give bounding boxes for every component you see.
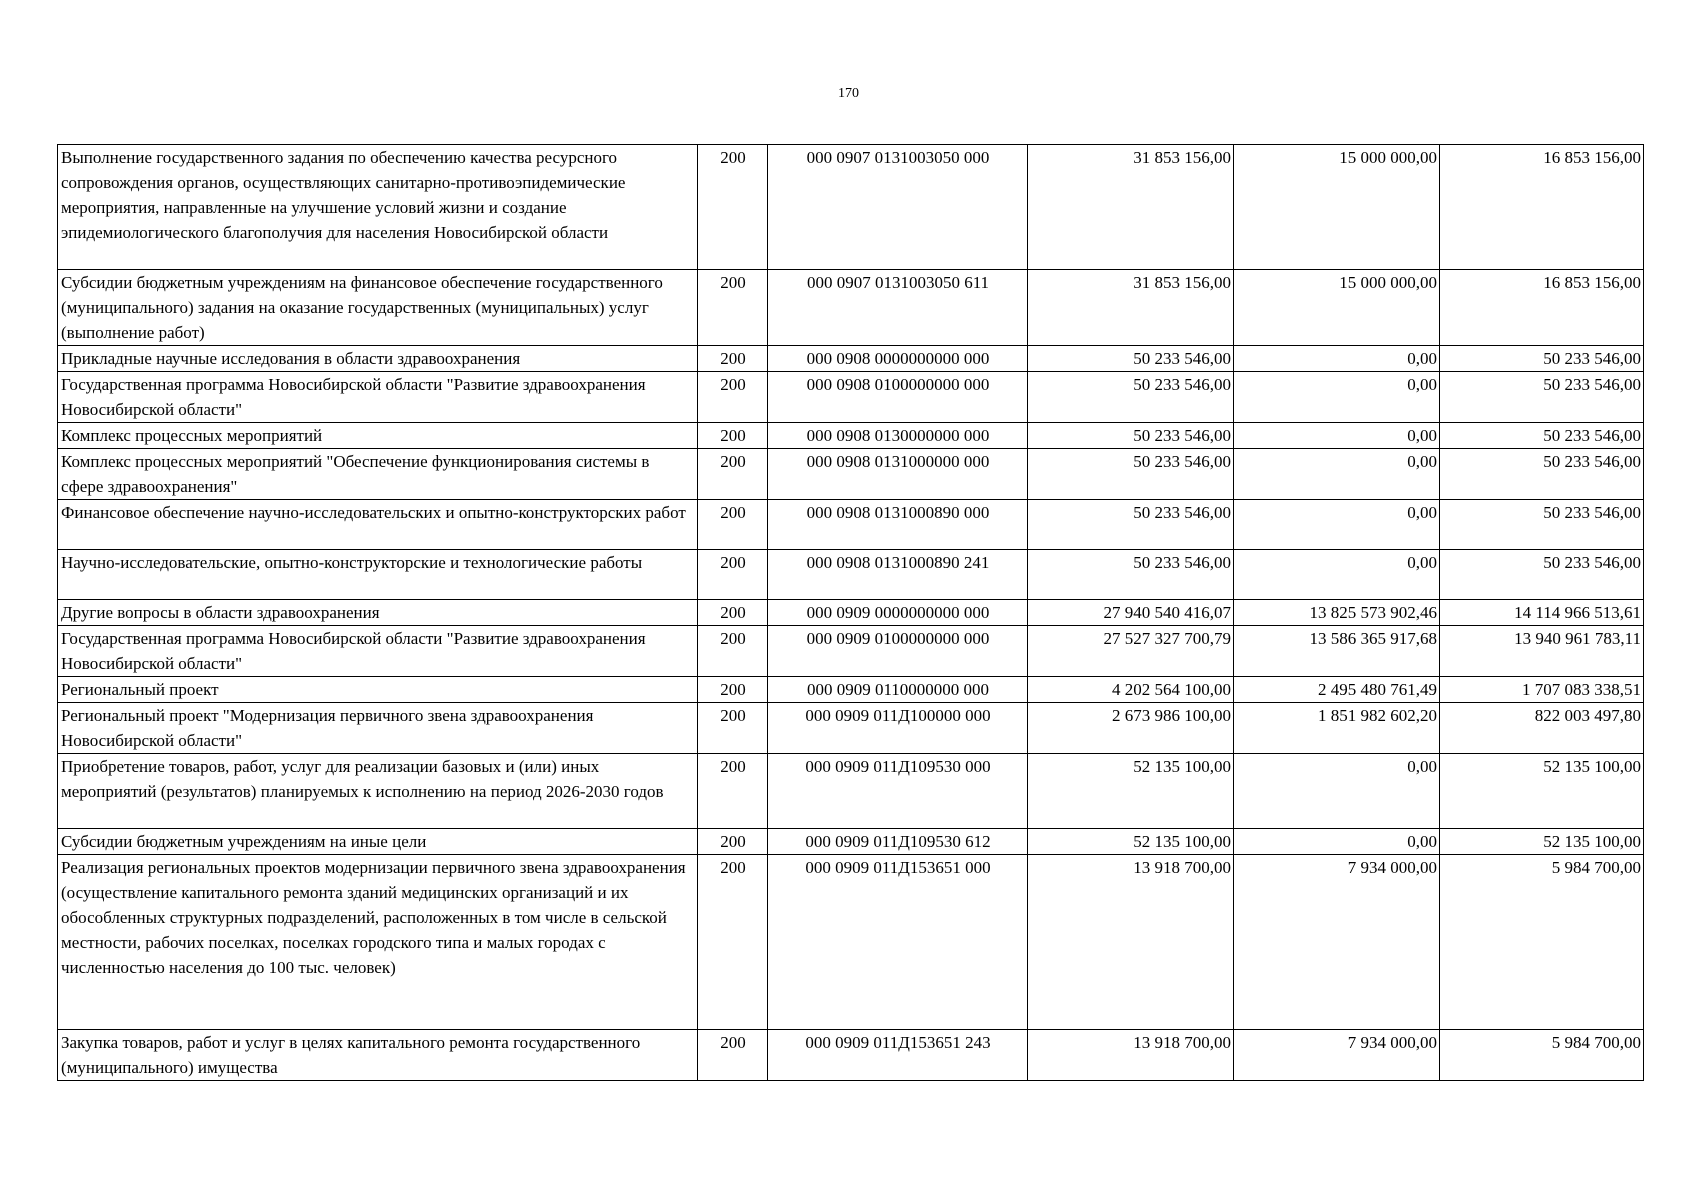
- row-name: Приобретение товаров, работ, услуг для реализации базовых и (или) иных мероприятий (результатов) планируемых к исполнению на период 2026-2030 годов: [58, 754, 698, 829]
- row-name: Научно-исследовательские, опытно-конструкторские и технологические работы: [58, 550, 698, 600]
- table-row: [58, 500, 1644, 550]
- table-row: [58, 703, 1644, 754]
- row-rest-amount: 50 233 546,00: [1440, 372, 1644, 423]
- row-part-amount: 15 000 000,00: [1234, 270, 1440, 346]
- row-name: Прикладные научные исследования в области здравоохранения: [58, 346, 698, 372]
- row-admin-code: 200: [698, 703, 768, 754]
- table-row: [58, 372, 1644, 423]
- row-rest-amount: 50 233 546,00: [1440, 449, 1644, 500]
- row-rest-amount: 1 707 083 338,51: [1440, 677, 1644, 703]
- row-classification-code: 000 0908 0131000000 000: [768, 449, 1028, 500]
- row-part-amount: 1 851 982 602,20: [1234, 703, 1440, 754]
- row-classification-code: 000 0909 011Д109530 612: [768, 829, 1028, 855]
- row-name: Субсидии бюджетным учреждениям на иные цели: [58, 829, 698, 855]
- row-rest-amount: 52 135 100,00: [1440, 754, 1644, 829]
- row-classification-code: 000 0907 0131003050 000: [768, 145, 1028, 270]
- row-total-amount: 50 233 546,00: [1028, 449, 1234, 500]
- row-admin-code: 200: [698, 550, 768, 600]
- row-total-amount: 50 233 546,00: [1028, 346, 1234, 372]
- row-part-amount: 7 934 000,00: [1234, 855, 1440, 1030]
- table-row: [58, 270, 1644, 346]
- row-part-amount: 13 586 365 917,68: [1234, 626, 1440, 677]
- row-total-amount: 52 135 100,00: [1028, 754, 1234, 829]
- page-number: 170: [838, 86, 859, 101]
- row-part-amount: 2 495 480 761,49: [1234, 677, 1440, 703]
- row-part-amount: 0,00: [1234, 423, 1440, 449]
- table-row: [58, 677, 1644, 703]
- row-name: Финансовое обеспечение научно-исследовательских и опытно-конструкторских работ: [58, 500, 698, 550]
- row-rest-amount: 14 114 966 513,61: [1440, 600, 1644, 626]
- row-classification-code: 000 0908 0131000890 000: [768, 500, 1028, 550]
- row-classification-code: 000 0909 011Д109530 000: [768, 754, 1028, 829]
- row-name: Выполнение государственного задания по обеспечению качества ресурсного сопровождения органов, осуществляющих санитарно-противоэпидемические мероприятия, направленные на улучшение условий жизни и создание эпидемиологического благополучия для населения Новосибирской области: [58, 145, 698, 270]
- row-part-amount: 0,00: [1234, 500, 1440, 550]
- row-rest-amount: 16 853 156,00: [1440, 145, 1644, 270]
- row-classification-code: 000 0909 011Д153651 000: [768, 855, 1028, 1030]
- row-name: Государственная программа Новосибирской области "Развитие здравоохранения Новосибирской области": [58, 626, 698, 677]
- row-part-amount: 15 000 000,00: [1234, 145, 1440, 270]
- table-row: [58, 829, 1644, 855]
- table-row: [58, 550, 1644, 600]
- row-part-amount: 0,00: [1234, 346, 1440, 372]
- row-admin-code: 200: [698, 145, 768, 270]
- row-rest-amount: 822 003 497,80: [1440, 703, 1644, 754]
- row-name: Другие вопросы в области здравоохранения: [58, 600, 698, 626]
- row-admin-code: 200: [698, 346, 768, 372]
- row-rest-amount: 5 984 700,00: [1440, 855, 1644, 1030]
- row-name: Закупка товаров, работ и услуг в целях капитального ремонта государственного (муниципального) имущества: [58, 1030, 698, 1081]
- row-part-amount: 0,00: [1234, 372, 1440, 423]
- row-admin-code: 200: [698, 754, 768, 829]
- row-total-amount: 13 918 700,00: [1028, 855, 1234, 1030]
- row-classification-code: 000 0907 0131003050 611: [768, 270, 1028, 346]
- row-name: Реализация региональных проектов модернизации первичного звена здравоохранения (осуществление капитального ремонта зданий медицинских организаций и их обособленных структурных подразделений, расположенных в том числе в сельской местности, рабочих поселках, поселках городского типа и малых городах с численностью населения до 100 тыс. человек): [58, 855, 698, 1030]
- row-total-amount: 50 233 546,00: [1028, 550, 1234, 600]
- row-total-amount: 27 527 327 700,79: [1028, 626, 1234, 677]
- row-rest-amount: 13 940 961 783,11: [1440, 626, 1644, 677]
- row-rest-amount: 52 135 100,00: [1440, 829, 1644, 855]
- row-classification-code: 000 0909 011Д100000 000: [768, 703, 1028, 754]
- row-admin-code: 200: [698, 829, 768, 855]
- row-classification-code: 000 0909 0000000000 000: [768, 600, 1028, 626]
- row-classification-code: 000 0908 0131000890 241: [768, 550, 1028, 600]
- row-total-amount: 13 918 700,00: [1028, 1030, 1234, 1081]
- row-total-amount: 50 233 546,00: [1028, 423, 1234, 449]
- row-total-amount: 50 233 546,00: [1028, 372, 1234, 423]
- table-row: [58, 145, 1644, 270]
- row-total-amount: 4 202 564 100,00: [1028, 677, 1234, 703]
- row-rest-amount: 50 233 546,00: [1440, 550, 1644, 600]
- row-total-amount: 31 853 156,00: [1028, 145, 1234, 270]
- row-rest-amount: 50 233 546,00: [1440, 346, 1644, 372]
- row-rest-amount: 5 984 700,00: [1440, 1030, 1644, 1081]
- row-rest-amount: 50 233 546,00: [1440, 500, 1644, 550]
- table-row: [58, 855, 1644, 1030]
- row-total-amount: 31 853 156,00: [1028, 270, 1234, 346]
- row-name: Государственная программа Новосибирской области "Развитие здравоохранения Новосибирской области": [58, 372, 698, 423]
- row-name: Комплекс процессных мероприятий: [58, 423, 698, 449]
- table-row: [58, 600, 1644, 626]
- row-admin-code: 200: [698, 423, 768, 449]
- row-name: Субсидии бюджетным учреждениям на финансовое обеспечение государственного (муниципального) задания на оказание государственных (муниципальных) услуг (выполнение работ): [58, 270, 698, 346]
- row-total-amount: 27 940 540 416,07: [1028, 600, 1234, 626]
- row-name: Региональный проект "Модернизация первичного звена здравоохранения Новосибирской области": [58, 703, 698, 754]
- row-classification-code: 000 0909 0100000000 000: [768, 626, 1028, 677]
- row-admin-code: 200: [698, 449, 768, 500]
- row-classification-code: 000 0909 011Д153651 243: [768, 1030, 1028, 1081]
- row-admin-code: 200: [698, 677, 768, 703]
- row-name: Региональный проект: [58, 677, 698, 703]
- row-total-amount: 50 233 546,00: [1028, 500, 1234, 550]
- row-classification-code: 000 0908 0000000000 000: [768, 346, 1028, 372]
- table-row: [58, 754, 1644, 829]
- row-total-amount: 2 673 986 100,00: [1028, 703, 1234, 754]
- row-part-amount: 7 934 000,00: [1234, 1030, 1440, 1081]
- budget-table: [57, 144, 1644, 1081]
- row-admin-code: 200: [698, 500, 768, 550]
- row-classification-code: 000 0908 0100000000 000: [768, 372, 1028, 423]
- row-part-amount: 13 825 573 902,46: [1234, 600, 1440, 626]
- row-rest-amount: 16 853 156,00: [1440, 270, 1644, 346]
- row-total-amount: 52 135 100,00: [1028, 829, 1234, 855]
- row-admin-code: 200: [698, 626, 768, 677]
- row-rest-amount: 50 233 546,00: [1440, 423, 1644, 449]
- table-row: [58, 346, 1644, 372]
- row-admin-code: 200: [698, 270, 768, 346]
- row-part-amount: 0,00: [1234, 754, 1440, 829]
- row-name: Комплекс процессных мероприятий "Обеспечение функционирования системы в сфере здравоохранения": [58, 449, 698, 500]
- row-part-amount: 0,00: [1234, 829, 1440, 855]
- table-row: [58, 1030, 1644, 1081]
- row-admin-code: 200: [698, 1030, 768, 1081]
- row-part-amount: 0,00: [1234, 550, 1440, 600]
- table-row: [58, 626, 1644, 677]
- row-admin-code: 200: [698, 855, 768, 1030]
- row-classification-code: 000 0909 0110000000 000: [768, 677, 1028, 703]
- row-classification-code: 000 0908 0130000000 000: [768, 423, 1028, 449]
- table-row: [58, 449, 1644, 500]
- row-admin-code: 200: [698, 600, 768, 626]
- row-admin-code: 200: [698, 372, 768, 423]
- table-row: [58, 423, 1644, 449]
- row-part-amount: 0,00: [1234, 449, 1440, 500]
